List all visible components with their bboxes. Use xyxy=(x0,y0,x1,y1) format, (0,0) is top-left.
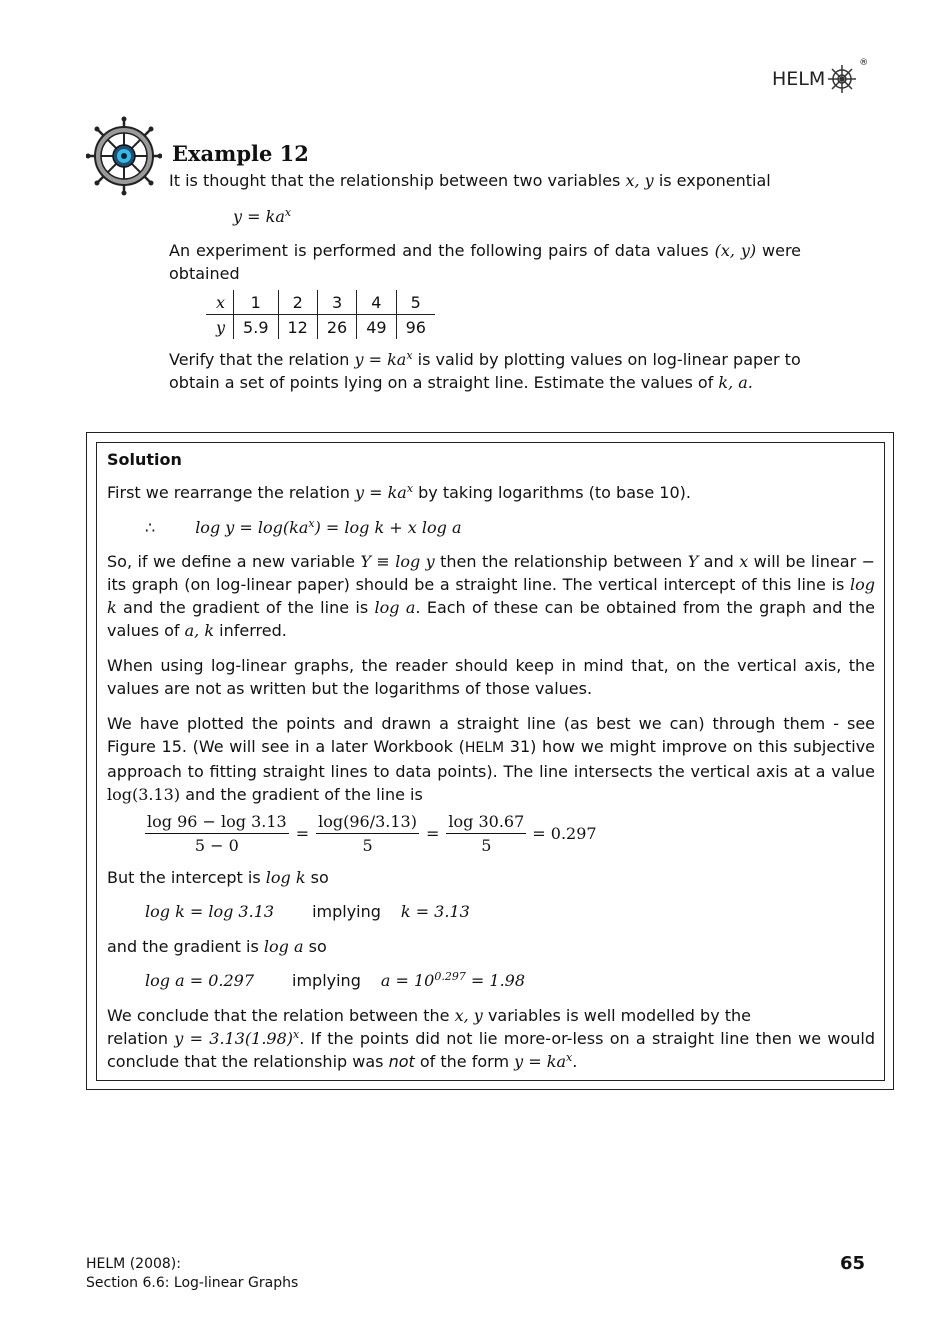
table-cell: 49 xyxy=(357,315,396,340)
table-cell: 96 xyxy=(396,315,435,340)
data-table xyxy=(206,290,435,339)
table-cell: 1 xyxy=(234,290,278,315)
table-row xyxy=(206,290,435,315)
solution-paragraph-4: We have plotted the points and drawn a straight line (as best we can) through them - see Figure 15. (We will see in a later Workbook (HELM 31) how we might improve on this subjective approach to fitting straight lines to data points). The line intersects the vertical axis at a value log(3.13) and the gradient of the line is xyxy=(107,714,876,804)
table-header-x: x xyxy=(206,290,234,315)
table-cell: 12 xyxy=(278,315,317,340)
table-cell: 5 xyxy=(396,290,435,315)
solution-paragraph-2: So, if we define a new variable Y ≡ log y then the relationship between Y and x will be linear − its graph (on log-linear paper) should be a straight line. The vertical intercept of this line is log k and the gradient of the line is log a. Each of these can be obtained from the graph and the values of a, k inferred. xyxy=(107,552,876,640)
table-cell: 26 xyxy=(317,315,356,340)
table-header-y: y xyxy=(216,317,226,337)
helm-logo xyxy=(772,58,869,96)
fraction: $\frac{\log 30.67}{5}$ xyxy=(448,812,525,855)
footer-citation: HELM (2008): Section 6.6: Log-linear Graphs xyxy=(86,1256,299,1291)
experiment-text: An experiment is performed and the following pairs of data values (x, y) were obtained xyxy=(169,241,802,283)
ships-wheel-icon xyxy=(86,116,162,196)
verify-text: Verify that the relation $y = ka^x$ is valid by plotting values on log-linear paper to obtain a set of points lying on a straight line. Estimate the values of k, a. xyxy=(169,349,801,392)
fraction: $\frac{\log 96 - \log 3.13}{5 - 0}$ xyxy=(147,812,287,855)
solution-paragraph-3: When using log-linear graphs, the reader should keep in mind that, on the vertical axis, the values are not as written but the logarithms of those values. xyxy=(107,656,875,698)
gradient-equation: $\frac{\log 96 - \log 3.13}{5 - 0}$ = $\frac{\log(96/3.13)}{5}$ = $\frac{\log 30.67}{5}$ = 0.297 xyxy=(147,812,597,855)
solution-paragraph-6: and the gradient is log a so xyxy=(107,937,327,956)
example-title: Example 12 xyxy=(172,141,309,166)
intercept-equation: log k = log 3.13 implying k = 3.13 xyxy=(145,902,470,921)
fraction: $\frac{\log(96/3.13)}{5}$ xyxy=(318,812,417,855)
gradient-result-equation: log a = 0.297 implying $a = 10^{0.297} = 1.98$ xyxy=(145,970,526,990)
page-number: 65 xyxy=(840,1253,866,1274)
registered-mark: ® xyxy=(859,58,869,68)
table-row xyxy=(206,315,435,340)
table-cell: 5.9 xyxy=(234,315,278,340)
solution-paragraph-1: First we rearrange the relation $y = ka^x$ by taking logarithms (to base 10). xyxy=(107,482,691,502)
solution-heading: Solution xyxy=(107,450,182,469)
solution-paragraph-7: We conclude that the relation between the x, y variables is well modelled by the relation $y = 3.13(1.98)^x$. If the points did not lie more-or-less on a straight line then we would conclude that the relationship was not of the form $y = ka^x$. xyxy=(107,1006,875,1071)
log-equation: ∴ $\log y = \log(ka^x) = \log k + x$ log a xyxy=(145,517,462,537)
model-equation: $y = ka^x$ xyxy=(233,206,292,226)
example-intro: It is thought that the relationship between two variables x, y is exponential xyxy=(169,171,771,190)
table-cell: 3 xyxy=(317,290,356,315)
ships-wheel-icon xyxy=(825,62,859,96)
solution-paragraph-5: But the intercept is log k so xyxy=(107,868,329,887)
helm-logo-text: HELM xyxy=(772,68,826,90)
table-cell: 4 xyxy=(357,290,396,315)
table-cell: 2 xyxy=(278,290,317,315)
